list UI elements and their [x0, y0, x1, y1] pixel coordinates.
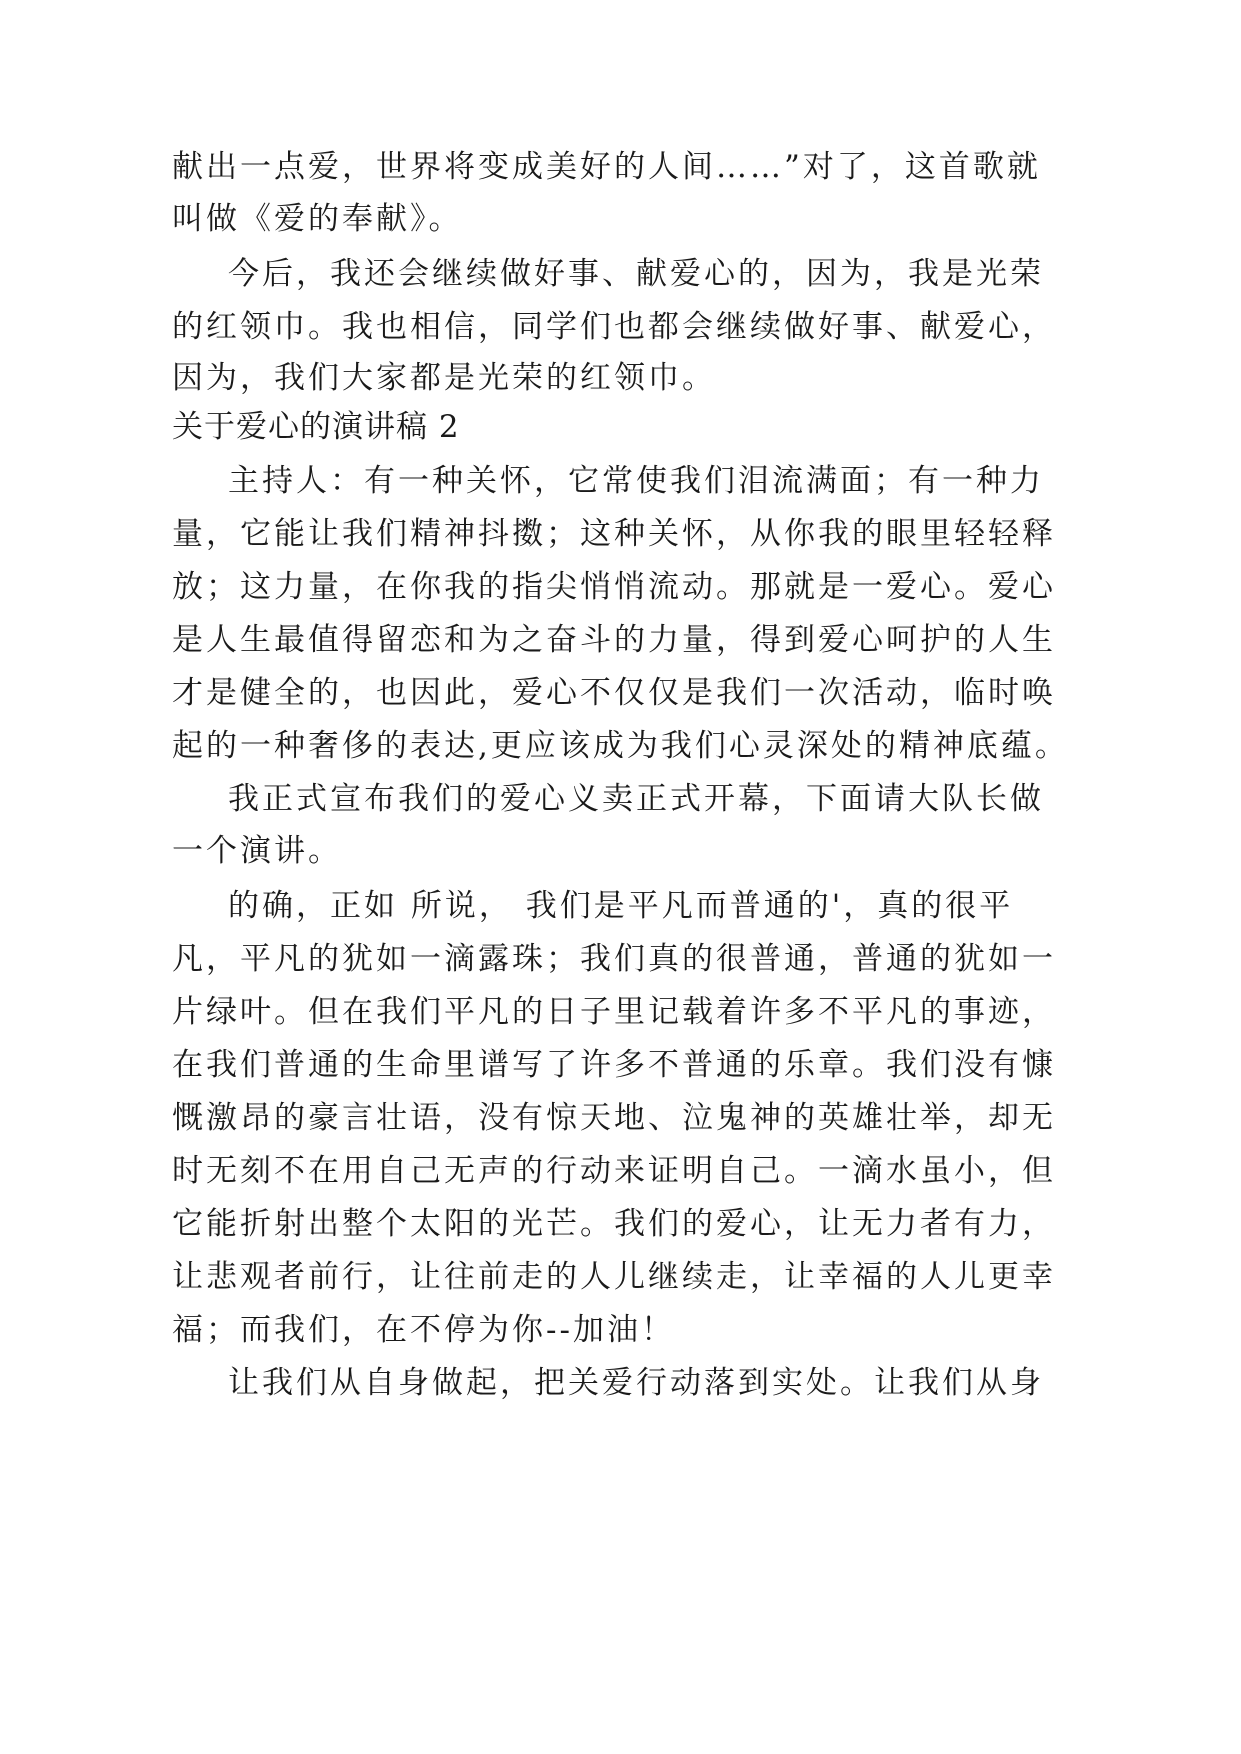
text-line: 的确，正如 所说， 我们是平凡而普通的'，真的很平	[228, 888, 1014, 924]
text-line: 福；而我们，在不停为你--加油！	[172, 1312, 675, 1348]
text-line: 时无刻不在用自己无声的行动来证明自己。一滴水虽小，但	[172, 1153, 1056, 1189]
text-line: 叫做《爱的奉献》。	[172, 201, 463, 237]
text-line: 因为，我们大家都是光荣的红领巾。	[172, 360, 716, 396]
text-line: 起的一种奢侈的表达,更应该成为我们心灵深处的精神底蕴。	[172, 728, 1069, 764]
text-line: 是人生最值得留恋和为之奋斗的力量，得到爱心呵护的人生	[172, 622, 1056, 658]
section-heading: 关于爱心的演讲稿 2	[172, 409, 460, 445]
text-line: 凡，平凡的犹如一滴露珠；我们真的很普通，普通的犹如一	[172, 941, 1056, 977]
text-line: 献出一点爱，世界将变成美好的人间……”对了，这首歌就	[172, 149, 1041, 185]
text-line: 主持人：有一种关怀，它常使我们泪流满面；有一种力	[228, 463, 1044, 499]
text-line: 我正式宣布我们的爱心义卖正式开幕，下面请大队长做	[228, 781, 1044, 817]
text-line: 让悲观者前行，让往前走的人儿继续走，让幸福的人儿更幸	[172, 1259, 1056, 1295]
text-line: 它能折射出整个太阳的光芒。我们的爱心，让无力者有力，	[172, 1206, 1056, 1242]
text-line: 量，它能让我们精神抖擞；这种关怀，从你我的眼里轻轻释	[172, 516, 1056, 552]
text-line: 一个演讲。	[172, 833, 342, 869]
text-line: 在我们普通的生命里谱写了许多不普通的乐章。我们没有慷	[172, 1047, 1056, 1083]
text-line: 的红领巾。我也相信，同学们也都会继续做好事、献爱心，	[172, 309, 1056, 345]
text-line: 慨激昂的豪言壮语，没有惊天地、泣鬼神的英雄壮举，却无	[172, 1100, 1056, 1136]
text-line: 才是健全的，也因此，爱心不仅仅是我们一次活动，临时唤	[172, 675, 1056, 711]
text-line: 片绿叶。但在我们平凡的日子里记载着许多不平凡的事迹，	[172, 994, 1056, 1030]
text-line: 放；这力量，在你我的指尖悄悄流动。那就是一爱心。爱心	[172, 569, 1056, 605]
text-line: 让我们从自身做起，把关爱行动落到实处。让我们从身	[228, 1365, 1044, 1401]
text-line: 今后，我还会继续做好事、献爱心的，因为，我是光荣	[228, 256, 1044, 292]
